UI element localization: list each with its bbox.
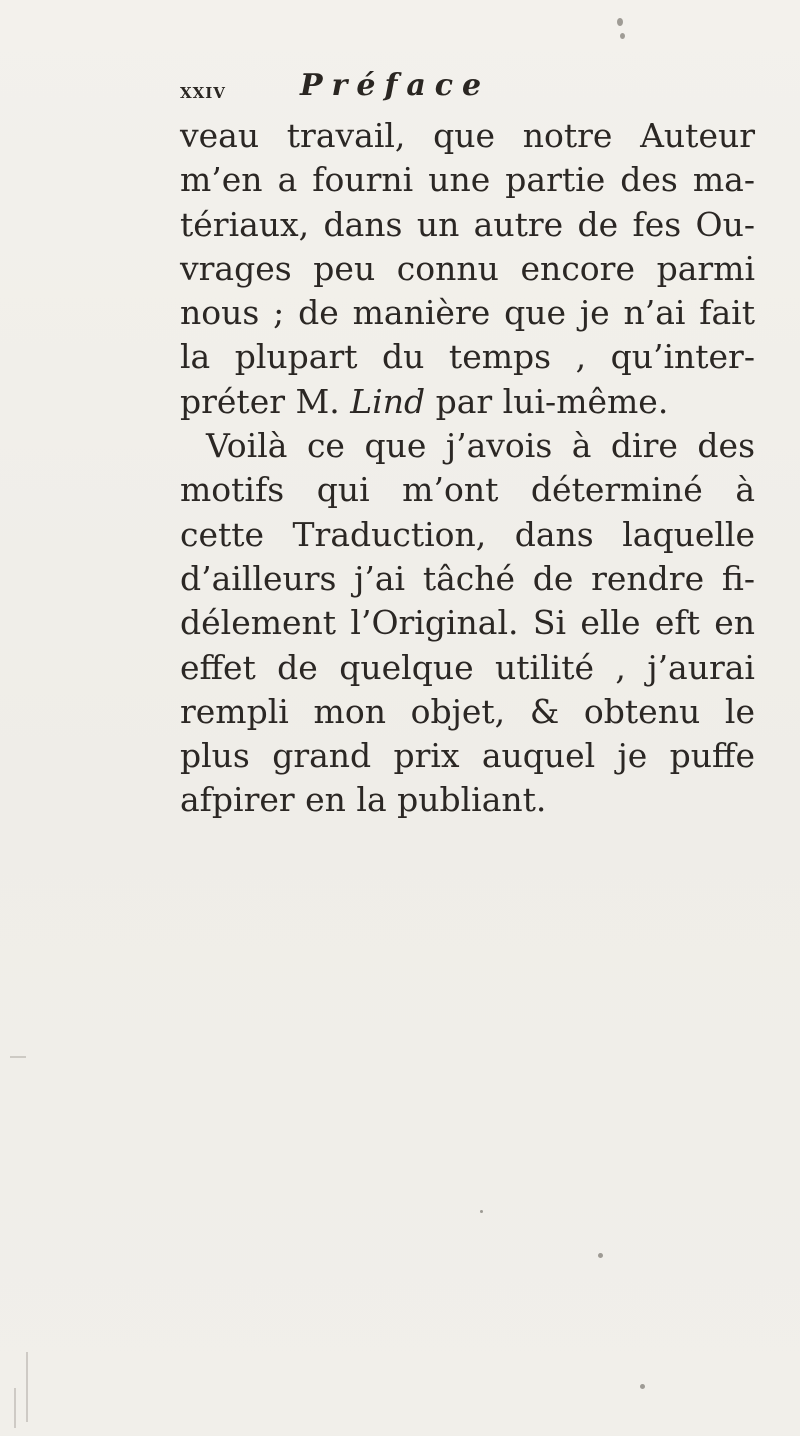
text-line: m’en a fourni une partie des ma- xyxy=(180,160,755,200)
text-line: rempli mon objet, & obtenu le xyxy=(180,691,755,731)
running-head xyxy=(180,68,740,112)
text-line: la plupart du temps , qu’inter- xyxy=(180,337,755,377)
text-line: effet de quelque utilité , j’aurai xyxy=(180,647,755,687)
author-name: Lind xyxy=(350,381,426,421)
body-text xyxy=(180,114,755,823)
show-through-mark xyxy=(14,1388,16,1428)
paper-speck xyxy=(598,1253,603,1258)
text-line: Voilà ce que j’avois à dire des xyxy=(206,426,755,466)
paper-speck xyxy=(620,33,625,39)
text-line: vrages peu connu encore parmi xyxy=(180,248,755,288)
running-title: Préface xyxy=(300,68,491,103)
text-run: par lui-même. xyxy=(425,381,669,421)
text-run: préter M. xyxy=(180,381,351,421)
text-line: d’ailleurs j’ai tâché de rendre fi- xyxy=(180,558,755,598)
text-line: afpirer en la publiant. xyxy=(180,780,547,820)
page-number: xxiv xyxy=(180,78,226,104)
paper-speck xyxy=(617,18,623,26)
text-line: nous ; de manière que je n’ai fait xyxy=(180,293,755,333)
text-line: veau travail, que notre Auteur xyxy=(180,116,755,155)
show-through-mark xyxy=(10,1056,26,1058)
paper-speck xyxy=(480,1210,483,1213)
text-line xyxy=(180,380,755,424)
text-line: motifs qui m’ont déterminé à xyxy=(180,470,755,510)
paper-speck xyxy=(640,1384,645,1389)
text-line: plus grand prix auquel je puffe xyxy=(180,736,755,776)
text-line: tériaux, dans un autre de fes Ou- xyxy=(180,204,755,244)
text-line: délement l’Original. Si elle eft en xyxy=(180,603,755,643)
text-line: cette Traduction, dans laquelle xyxy=(180,514,755,554)
show-through-mark xyxy=(26,1352,28,1422)
